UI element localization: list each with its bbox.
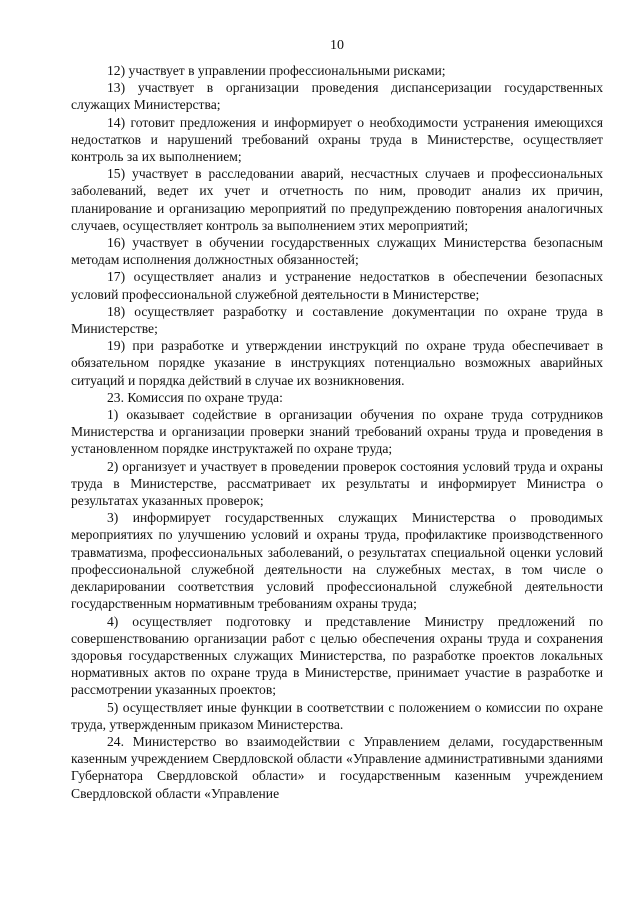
paragraph: 24. Министерство во взаимодействии с Управлением делами, государственным казенным учреждением Свердловской области «Управление административными зданиями Губернатора Свердловской области» и государственным казенным учреждением Свердловской области «Управление [71,733,603,801]
section-heading: 23. Комиссия по охране труда: [107,389,283,405]
paragraph: 19) при разработке и утверждении инструкций по охране труда обеспечивает в обязательном порядке указание в инструкциях потенциально возможных аварийных ситуаций и порядка действий в случае их возникновения. [71,338,603,388]
paragraph: 1) оказывает содействие в организации обучения по охране труда сотрудников Министерства и организации проверки знаний требований охраны труда и проведения в установленном порядке инструктажей по охране труда; [71,407,603,457]
paragraph: 18) осуществляет разработку и составление документации по охране труда в Министерстве; [71,303,603,337]
paragraph: 5) осуществляет иные функции в соответствии с положением о комиссии по охране труда, утвержденным приказом Министерства. [71,699,603,732]
paragraph: 16) участвует в обучении государственных служащих Министерства безопасным методам исполнения должностных обязанностей; [71,235,603,268]
paragraph: 14) готовит предложения и информирует о необходимости устранения имеющихся недостатков и нарушений требований охраны труда в Министерстве, осуществляет контроль за их выполнением; [71,114,603,165]
paragraph: 3) информирует государственных служащих Министерства о проводимых мероприятиях по улучшению условий и охраны труда, профилактике производственного травматизма, профессиональных заболеваний, о результатах специальной оценки условий профессиональной служебной деятельности на служебных местах, в том числе о декларировании соответствия условий профессиональной служебной деятельности государственным нормативным требованиям охраны труда; [71,510,603,612]
paragraph: 4) осуществляет подготовку и представление Министру предложений по совершенствованию организации работ с целью обеспечения охраны труда и сохранения здоровья государственных служащих Министерства, по разработке проектов локальных нормативных актов по охране труда в Министерстве, принимает участие в разработке и рассмотрении указанных проектов; [71,613,603,698]
paragraph: 13) участвует в организации проведения диспансеризации государственных служащих Министерства; [71,80,603,113]
paragraph: 2) организует и участвует в проведении проверок состояния условий труда и охраны труда в Министерстве, рассматривает их результаты и информирует Министра о результатах указанных проверок; [71,458,603,509]
paragraph: 17) осуществляет анализ и устранение недостатков в обеспечении безопасных условий профессиональной служебной деятельности в Министерстве; [71,269,603,302]
paragraph: 15) участвует в расследовании аварий, несчастных случаев и профессиональных заболеваний, ведет их учет и отчетность по ним, проводит анализ их причин, планирование и организацию мероприятий по предупреждению повторения аналогичных случаев, осуществляет контроль за выполнением этих мероприятий; [71,166,603,233]
paragraph: 12) участвует в управлении профессиональными рисками; [107,63,446,78]
page-number: 10 [330,38,344,53]
